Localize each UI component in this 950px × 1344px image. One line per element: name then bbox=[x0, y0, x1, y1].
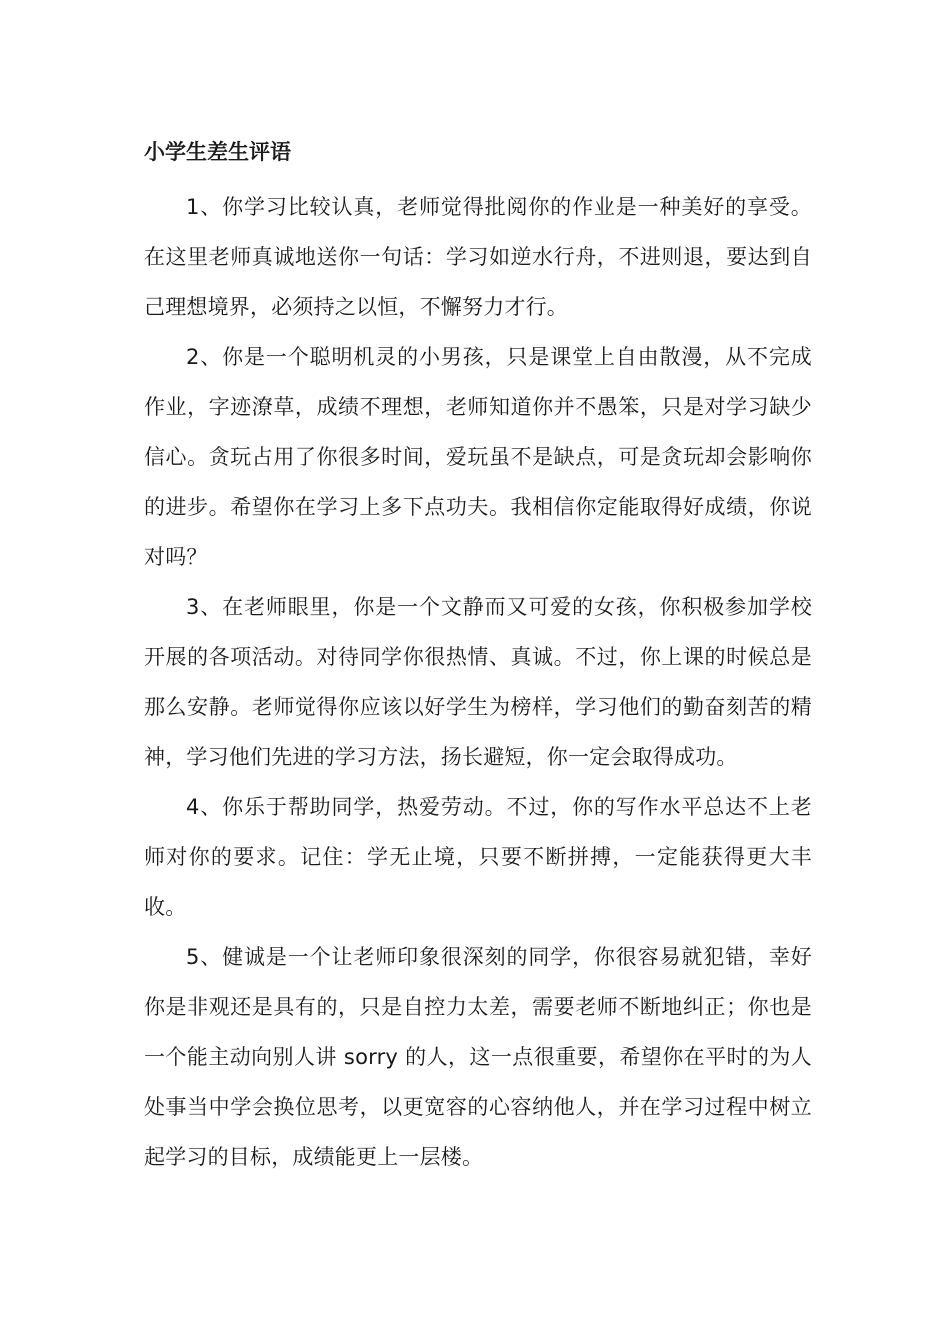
comment-paragraph-5: 5、健诚是一个让老师印象很深刻的同学，你很容易就犯错，幸好你是非观还是具有的，只是自控力太差，需要老师不断地纠正；你也是一个能主动向别人讲 sorry 的人，这一点很重要，希望你在平时的为人处事当中学会换位思考，以更宽容的心容纳他人，并在学习过程中树立起学习的目标，成绩能更上一层楼。 bbox=[144, 945, 812, 1169]
comment-paragraph-1: 1、你学习比较认真，老师觉得批阅你的作业是一种美好的享受。在这里老师真诚地送你一句话：学习如逆水行舟，不进则退，要达到自己理想境界，必须持之以恒，不懈努力才行。 bbox=[144, 195, 812, 319]
document-page bbox=[144, 132, 812, 1182]
comment-paragraph-2: 2、你是一个聪明机灵的小男孩，只是课堂上自由散漫，从不完成作业，字迹潦草，成绩不理想，老师知道你并不愚笨，只是对学习缺少信心。贪玩占用了你很多时间，爱玩虽不是缺点，可是贪玩却会影响你的进步。希望你在学习上多下点功夫。我相信你定能取得好成绩，你说对吗？ bbox=[144, 345, 812, 569]
comment-paragraph-3: 3、在老师眼里，你是一个文静而又可爱的女孩，你积极参加学校开展的各项活动。对待同学你很热情、真诚。不过，你上课的时候总是那么安静。老师觉得你应该以好学生为榜样，学习他们的勤奋刻苦的精神，学习他们先进的学习方法，扬长避短，你一定会取得成功。 bbox=[144, 595, 812, 769]
document-title: 小学生差生评语 bbox=[144, 140, 291, 164]
comment-paragraph-4: 4、你乐于帮助同学，热爱劳动。不过，你的写作水平总达不上老师对你的要求。记住：学无止境，只要不断拼搏，一定能获得更大丰收。 bbox=[144, 795, 812, 919]
